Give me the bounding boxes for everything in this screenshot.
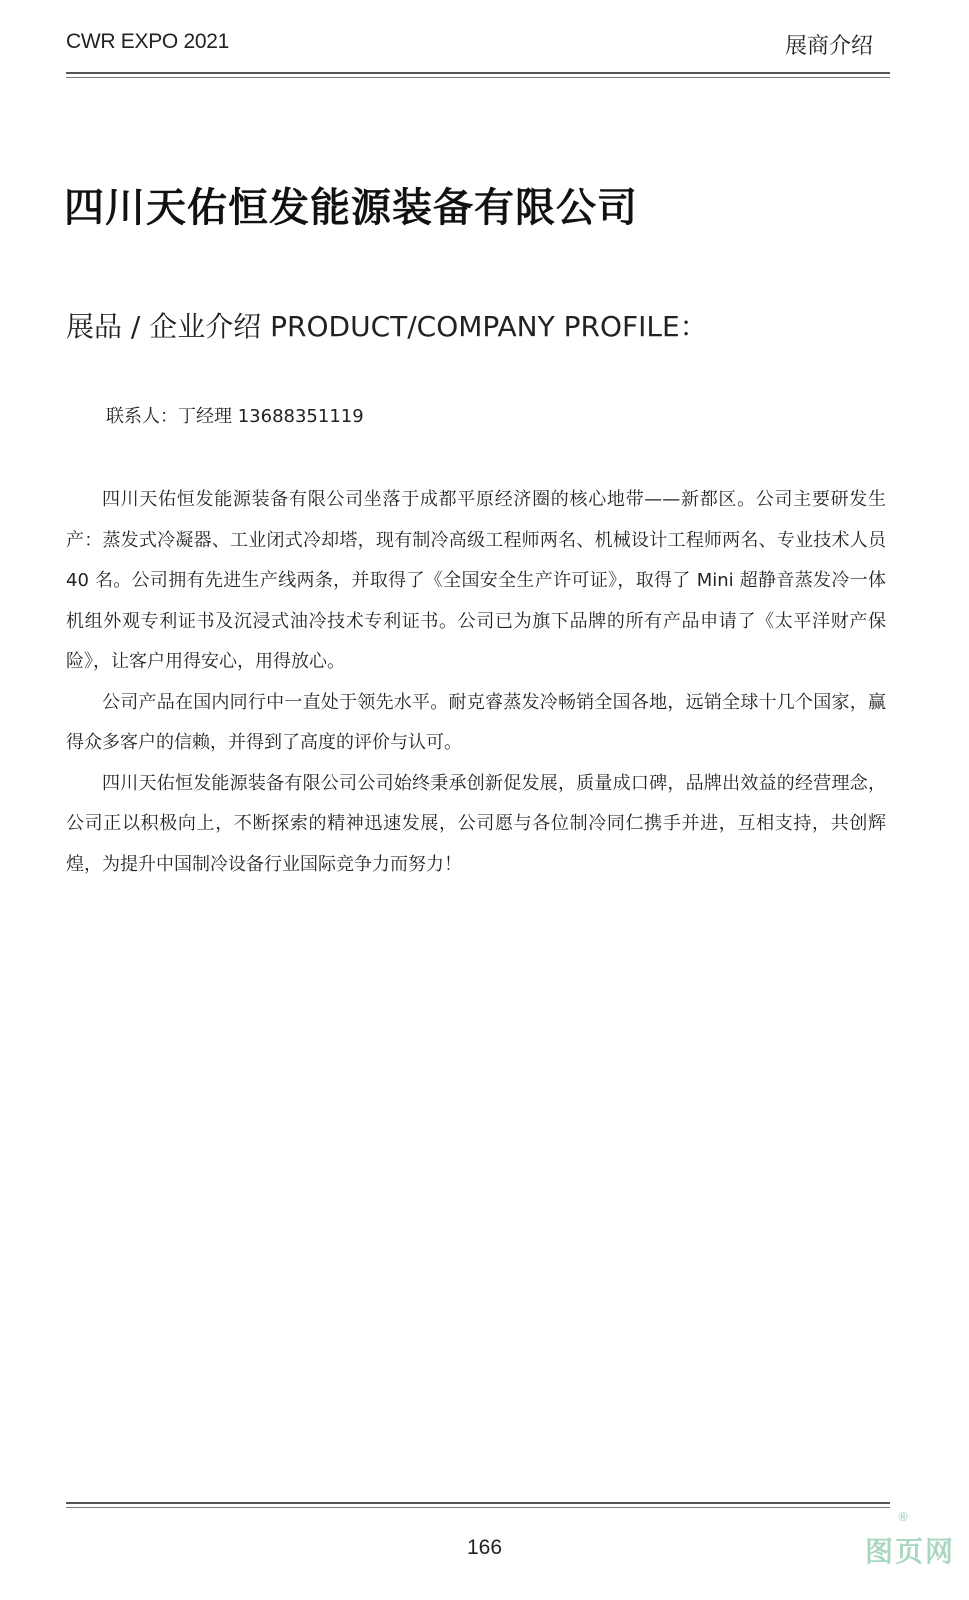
header-rule-top <box>66 72 890 74</box>
page-number: 166 <box>466 1536 503 1559</box>
watermark-logo: 图页网 <box>864 1535 955 1568</box>
profile-paragraph: 四川天佑恒发能源装备有限公司坐落于成都平原经济圈的核心地带——新都区。公司主要研发生产：蒸发式冷凝器、工业闭式冷却塔，现有制冷高级工程师两名、机械设计工程师两名、专业技术人员 40 名。公司拥有先进生产线两条，并取得了《全国安全生产许可证》，取得了 Mini 超静音蒸发冷一体机组外观专利证书及沉浸式油冷技术专利证书。公司已为旗下品牌的所有产品申请了《太平洋财产保险》，让客户用得安心，用得放心。 <box>66 489 886 672</box>
header-rule-bottom <box>66 77 890 78</box>
footer-rule-top <box>66 1502 890 1504</box>
section-title: 展品 / 企业介绍 PRODUCT/COMPANY PROFILE： <box>66 310 708 343</box>
footer-rule-bottom <box>66 1507 890 1508</box>
header-section-name: 展商介绍 <box>784 34 873 59</box>
header-expo-name: CWR EXPO 2021 <box>66 30 229 53</box>
company-title: 四川天佑恒发能源装备有限公司 <box>64 185 638 231</box>
contact-info: 联系人：丁经理 13688351119 <box>106 406 364 427</box>
profile-paragraph: 公司产品在国内同行中一直处于领先水平。耐克睿蒸发冷畅销全国各地，远销全球十几个国家，赢得众多客户的信赖，并得到了高度的评价与认可。 <box>66 691 886 753</box>
company-profile-text <box>66 480 886 885</box>
watermark-registered-mark: ® <box>897 1510 909 1524</box>
profile-paragraph: 四川天佑恒发能源装备有限公司公司始终秉承创新促发展，质量成口碑，品牌出效益的经营理念，公司正以积极向上，不断探索的精神迅速发展，公司愿与各位制冷同仁携手并进，互相支持，共创辉煌，为提升中国制冷设备行业国际竞争力而努力！ <box>66 772 886 875</box>
